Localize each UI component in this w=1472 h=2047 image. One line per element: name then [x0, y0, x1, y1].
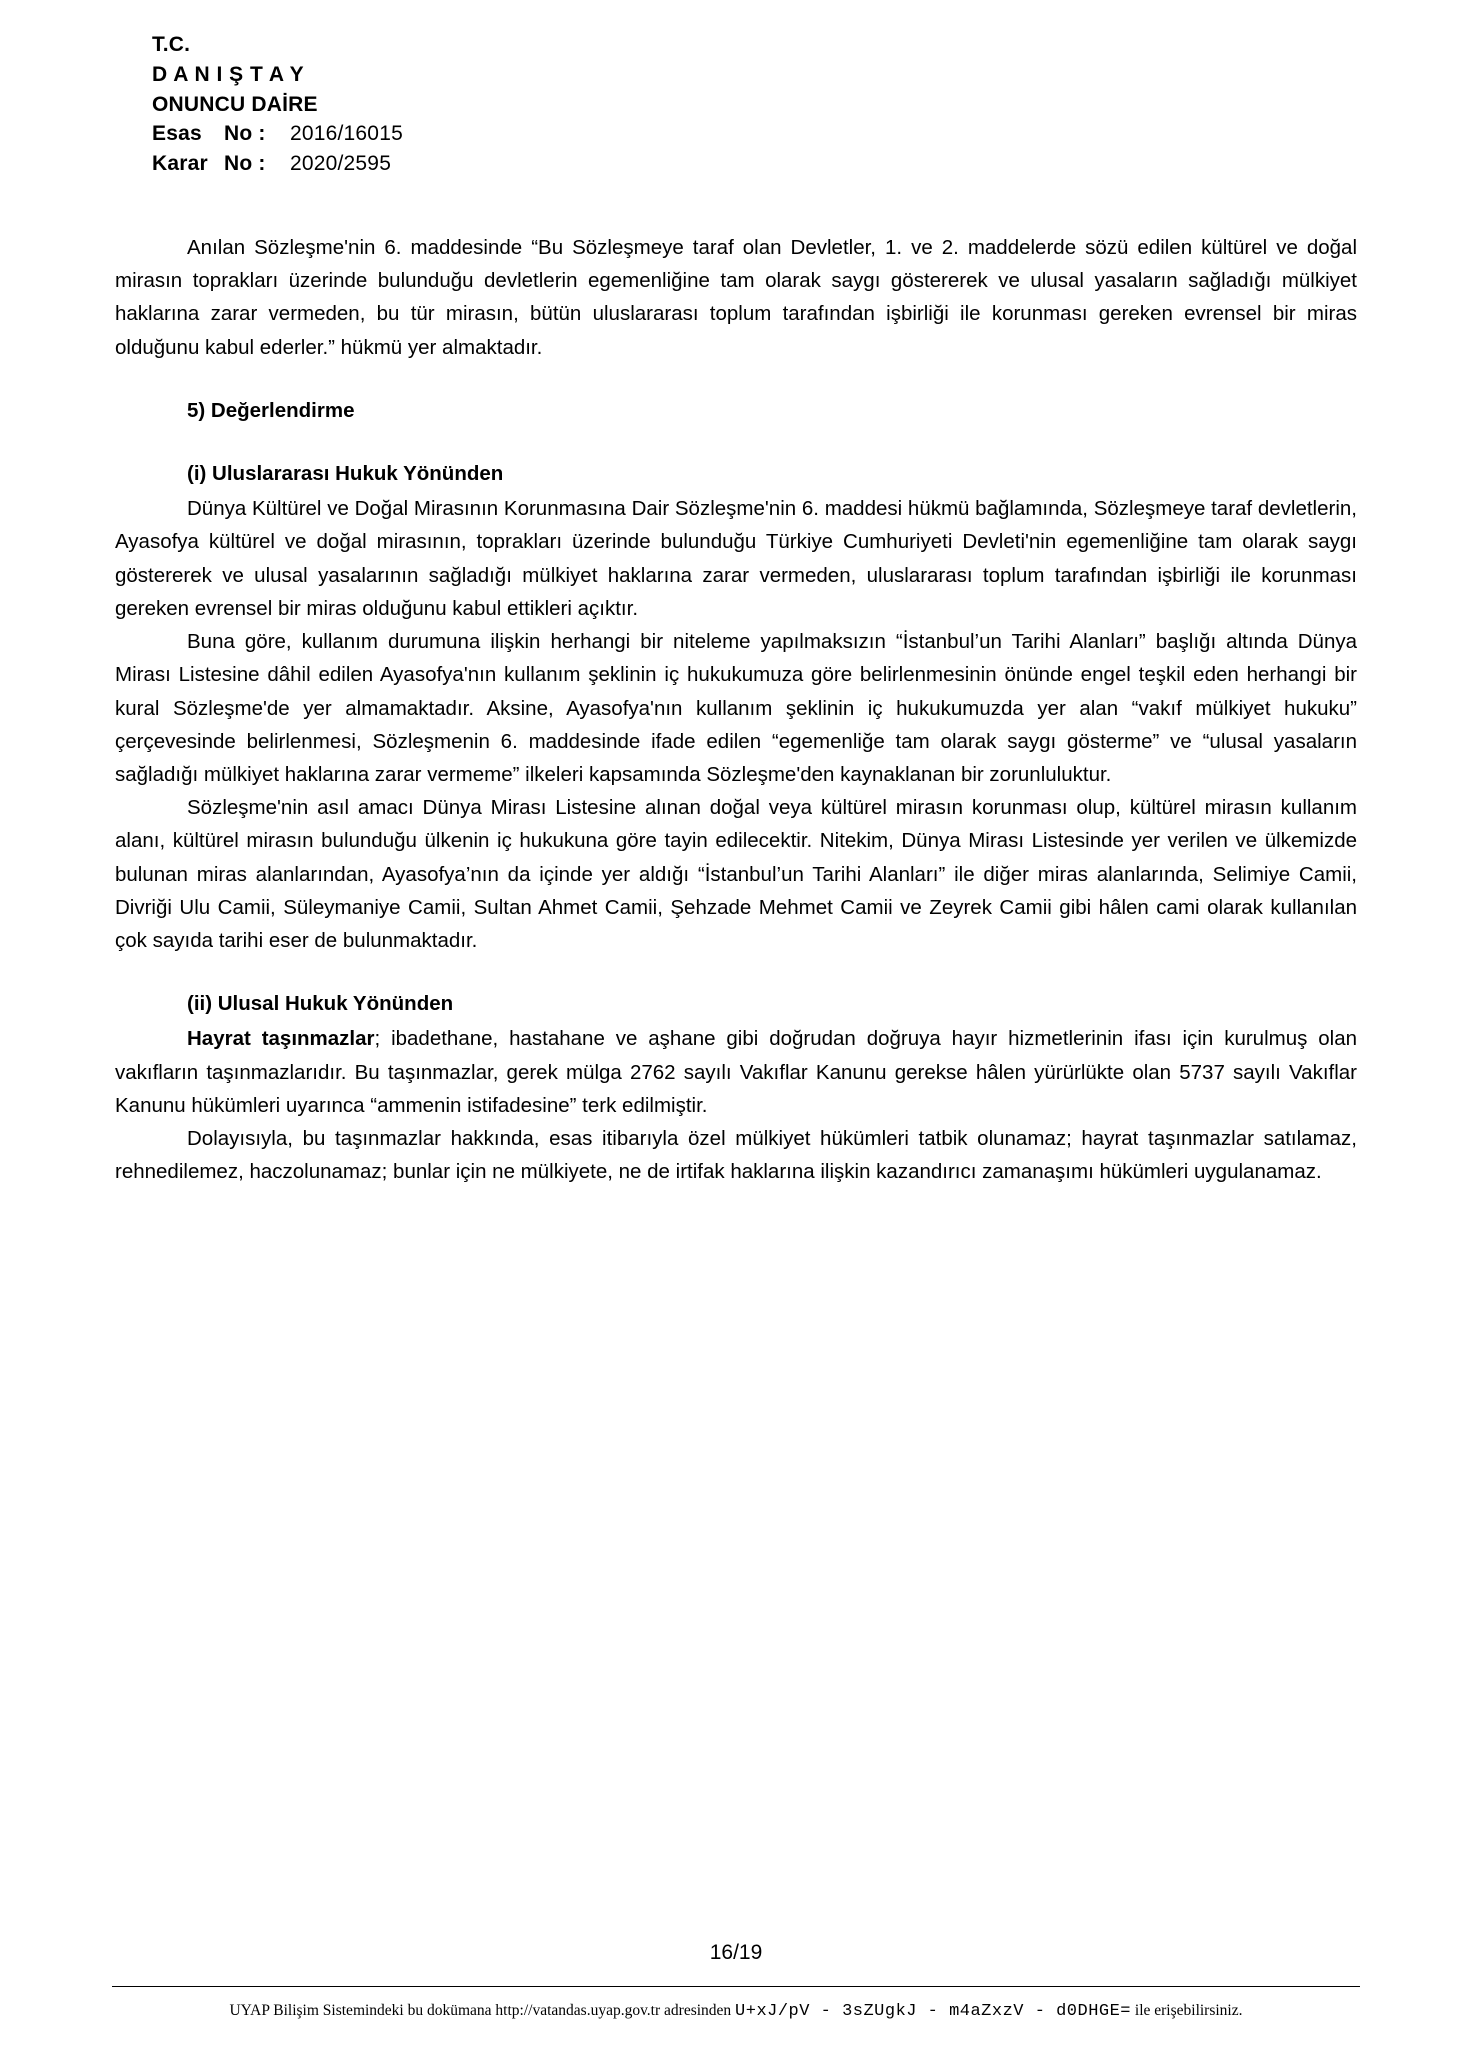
page-number: 16/19 — [709, 1941, 763, 1964]
footer-note-prefix: UYAP Bilişim Sistemindeki bu dokümana http://vatandas.uyap.gov.tr adresinden — [229, 2002, 736, 2019]
heading-uluslararasi-hukuk: (i) Uluslararası Hukuk Yönünden — [187, 462, 504, 486]
paragraph-dunya-kulturel: Dünya Kültürel ve Doğal Mirasının Korunmasına Dair Sözleşme'nin 6. maddesi hükmü bağlamında, Sözleşmeye taraf devletlerin, Ayasofya kültürel ve doğal mirasının, toprakları üzerinde bulunduğu Türkiye Cumhuriyeti Devleti'nin egemenliğine tam olarak saygı göstererek ve ulusal yasalarının sağladığı mülkiyet haklarına zarar vermeden, uluslararası toplum tarafından işbirliği ile korunması gereken evrensel bir miras olduğunu kabul ettikleri açıktır. — [115, 497, 1357, 620]
footer-divider — [112, 1986, 1360, 1987]
footer-verification-code: U+xJ/pV - 3sZUgkJ - m4aZxzV - d0DHGE= — [735, 2002, 1132, 2021]
heading-ulusal-hukuk: (ii) Ulusal Hukuk Yönünden — [187, 992, 454, 1016]
paragraph-hayrat-tasinmazlar — [115, 1022, 1357, 1122]
footer-note-suffix: ile erişebilirsiniz. — [1131, 2002, 1243, 2019]
header-court: D A N I Ş T A Y — [152, 62, 305, 86]
paragraph-dolayisiyla: Dolayısıyla, bu taşınmazlar hakkında, esas itibarıyla özel mülkiyet hükümleri tatbik olunamaz; hayrat taşınmazlar satılamaz, rehnedilemez, haczolunamaz; bunlar için ne mülkiyete, ne de irtifak haklarına ilişkin kazandırıcı zamanaşımı hükümleri uygulanamaz. — [115, 1126, 1357, 1184]
header-karar-no: 2020/2595 — [290, 152, 392, 176]
term-hayrat-tasinmazlar: Hayrat taşınmazlar — [187, 1027, 375, 1051]
paragraph-hayrat-rest: ; ibadethane, hastahane ve aşhane gibi doğrudan doğruya hayır hizmetlerinin ifası için kurulmuş olan vakıfların taşınmazlarıdır. Bu taşınmazlar, gerek mülga 2762 sayılı Vakıflar Kanunu gerekse hâlen yürürlükte olan 5737 sayılı Vakıflar Kanunu hükümleri uyarınca “ammenin istifadesine” terk edilmiştir. — [115, 1027, 1357, 1117]
heading-degerlendirme: 5) Değerlendirme — [187, 398, 355, 422]
header-esas-no: 2016/16015 — [290, 122, 403, 146]
footer-verification-note — [112, 2002, 1360, 2021]
header-esas-label: Esas — [152, 122, 202, 146]
header-esas-row — [152, 119, 1472, 149]
header-chamber: ONUNCU DAİRE — [152, 92, 318, 116]
header-tc: T.C. — [152, 33, 191, 56]
document-body — [115, 231, 1357, 1188]
header-karar-row — [152, 149, 1472, 179]
paragraph-anilan-sozlesme: Anılan Sözleşme'nin 6. maddesinde “Bu Sözleşmeye taraf olan Devletler, 1. ve 2. maddelerde sözü edilen kültürel ve doğal mirasın toprakları üzerinde bulunduğu devletlerin egemenliğine tam olarak saygı göstererek ve ulusal yasaların sağladığı mülkiyet haklarına zarar vermeden, bu tür mirasın, bütün uluslararası toplum tarafından işbirliği ile korunması gereken evrensel bir miras olduğunu kabul ederler.” hükmü yer almaktadır. — [115, 236, 1357, 359]
paragraph-buna-gore: Buna göre, kullanım durumuna ilişkin herhangi bir niteleme yapılmaksızın “İstanbul’un Tarihi Alanları” başlığı altında Dünya Mirası Listesine dâhil edilen Ayasofya'nın kullanım şeklinin iç hukukumuza göre belirlenmesinin önünde engel teşkil eden herhangi bir kural Sözleşme'de yer almamaktadır. Aksine, Ayasofya'nın kullanım şeklinin iç hukukumuzda yer alan “vakıf mülkiyet hukuku” çerçevesinde belirlenmesi, Sözleşmenin 6. maddesinde ifade edilen “egemenliğe tam olarak saygı gösterme” ve “ulusal yasaların sağladığı mülkiyet haklarına zarar vermeme” ilkeleri kapsamında Sözleşme'den kaynaklanan bir zorunluluktur. — [115, 630, 1357, 786]
header-karar-no-label: No : — [224, 152, 266, 176]
document-header — [0, 0, 1472, 179]
header-karar-label: Karar — [152, 152, 208, 176]
paragraph-sozlesme-amaci: Sözleşme'nin asıl amacı Dünya Mirası Listesine alınan doğal veya kültürel mirasın korunması olup, kültürel mirasın kullanım alanı, kültürel mirasın bulunduğu ülkenin iç hukukuna göre tayin edilecektir. Nitekim, Dünya Mirası Listesinde yer verilen ve ülkemizde bulunan miras alanlarından, Ayasofya’nın da içinde yer aldığı “İstanbul’un Tarihi Alanları” ile diğer miras alanlarında, Selimiye Camii, Divriği Ulu Camii, Süleymaniye Camii, Sultan Ahmet Camii, Şehzade Mehmet Camii ve Zeyrek Camii gibi hâlen cami olarak kullanılan çok sayıda tarihi eser de bulunmaktadır. — [115, 796, 1357, 952]
header-esas-no-label: No : — [224, 122, 266, 146]
